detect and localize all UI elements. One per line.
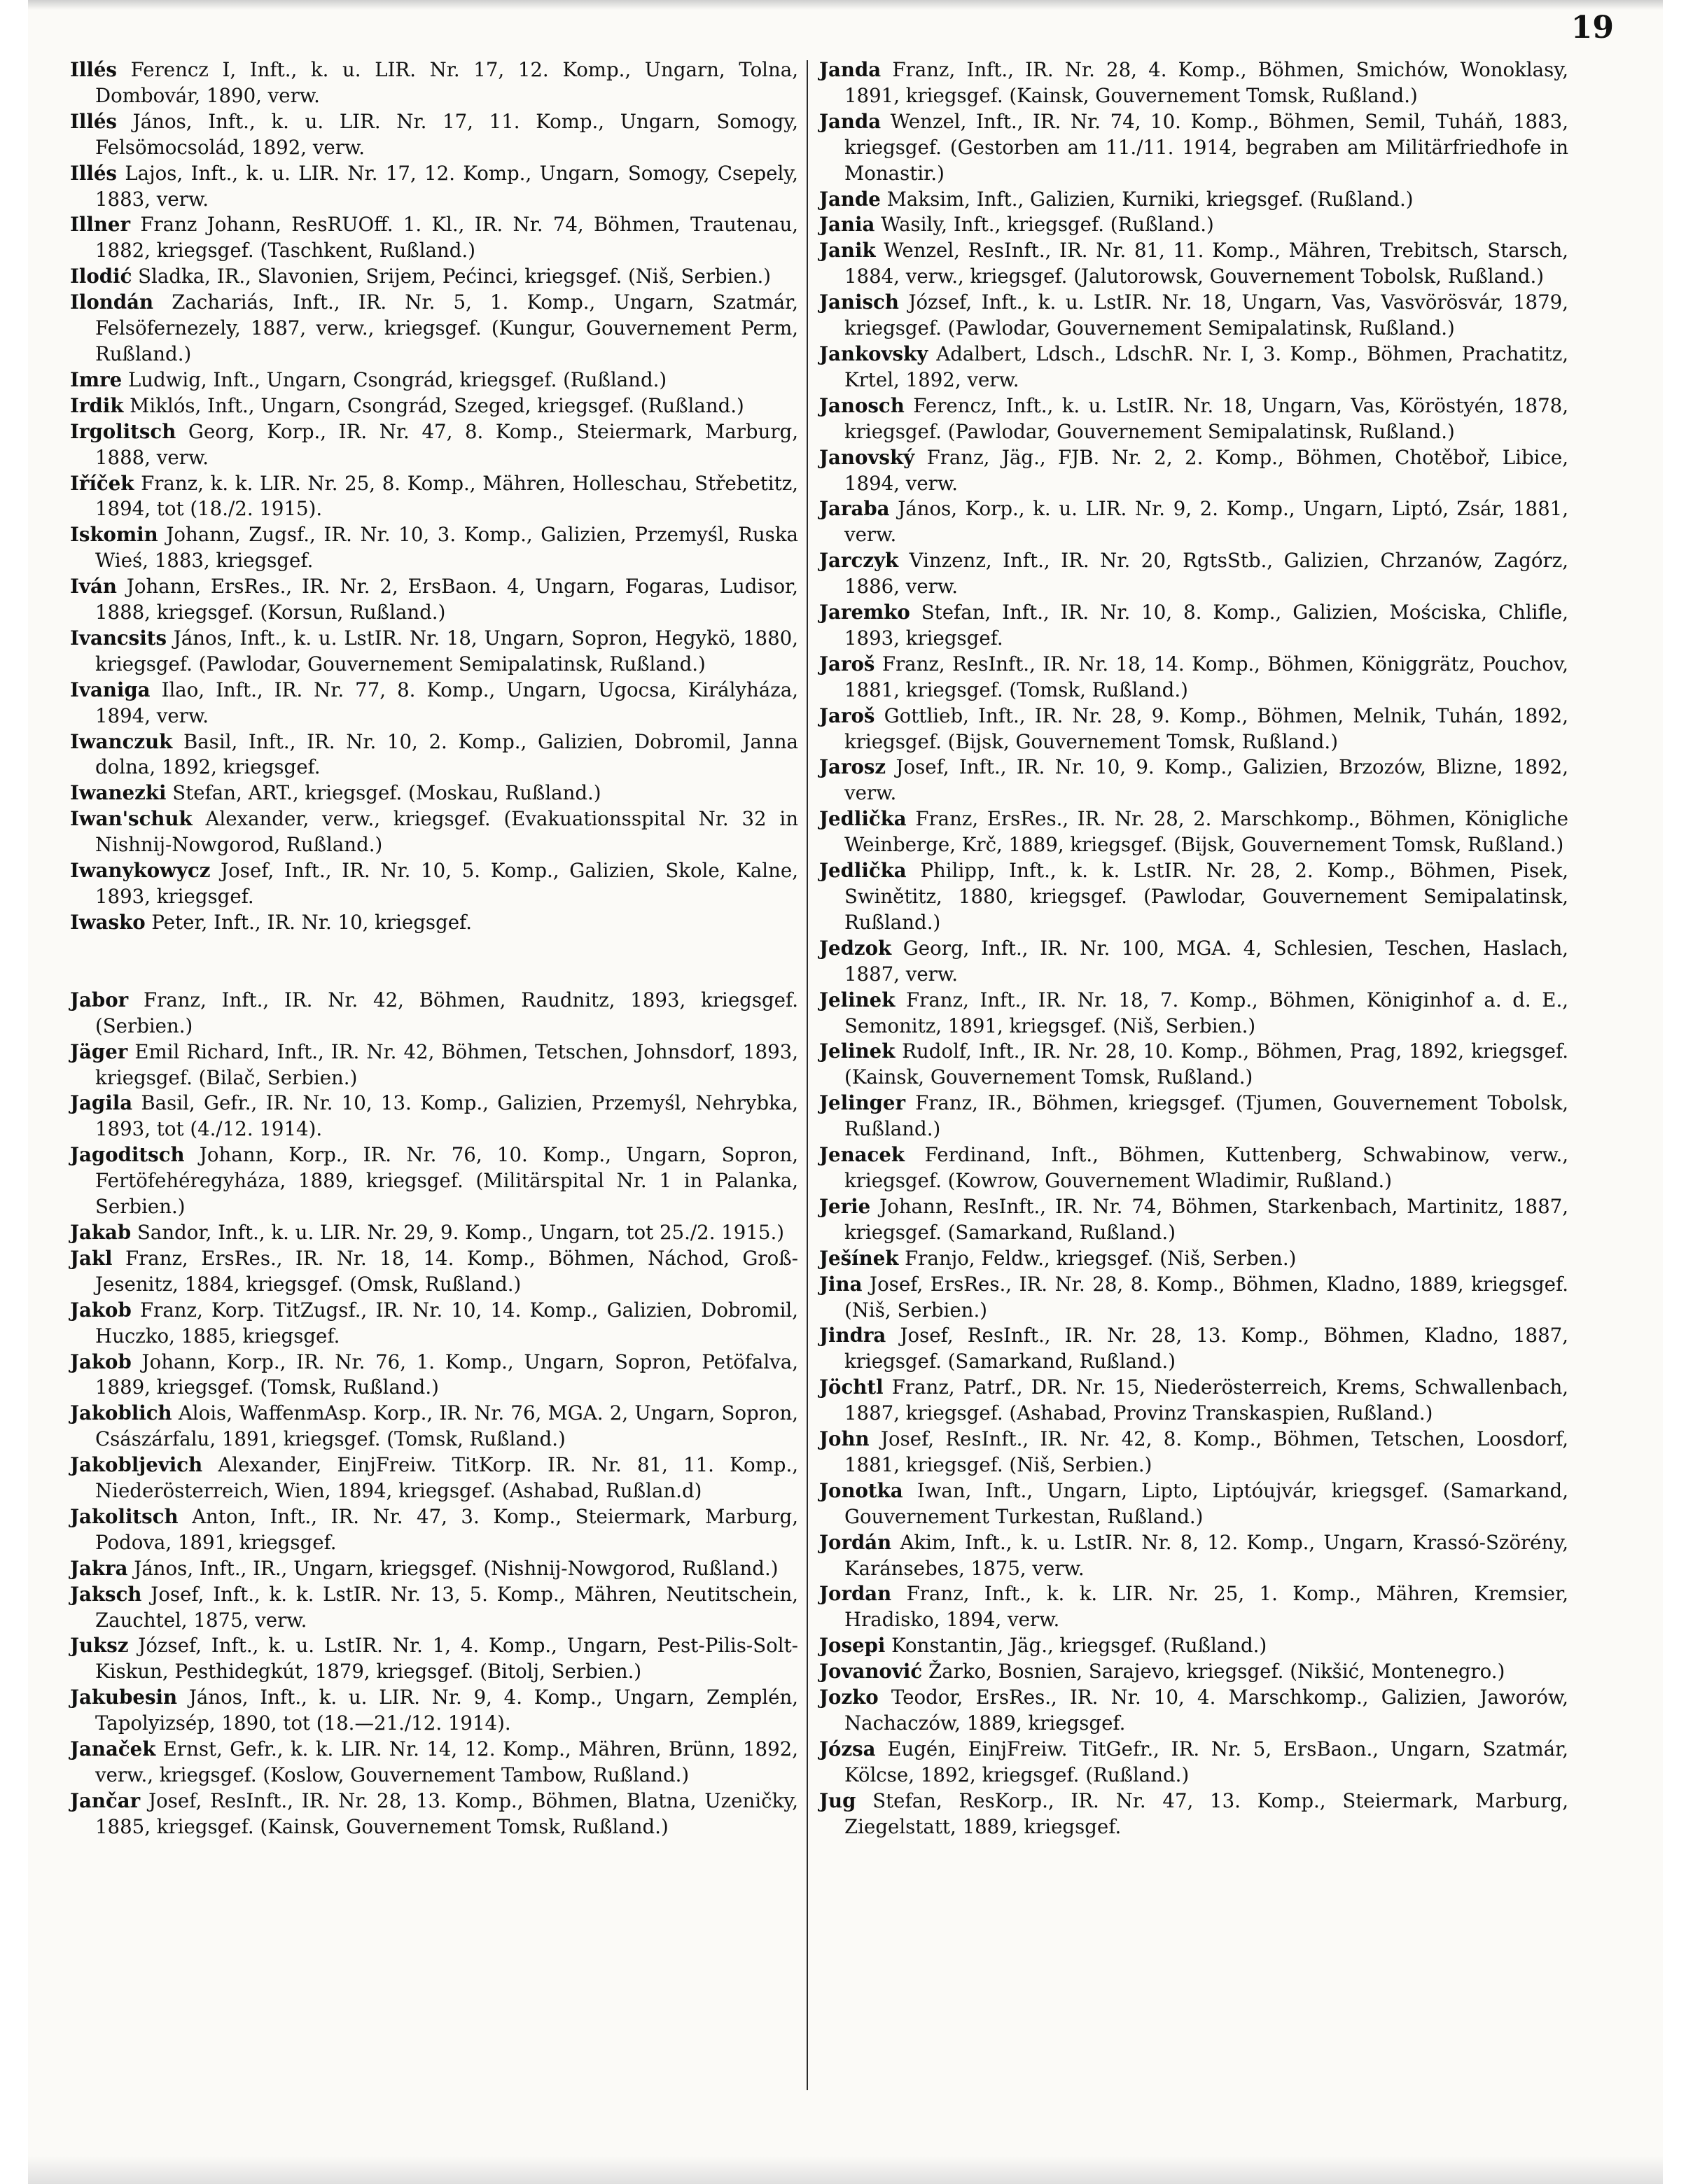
register-entry bbox=[819, 1091, 1568, 1142]
entry-surname: Jöchtl bbox=[819, 1376, 884, 1399]
entry-details: Miklós, Inft., Ungarn, Csongrád, Szeged, kriegsgef. (Rußland.) bbox=[130, 393, 744, 417]
entry-details: Peter, Inft., IR. Nr. 10, kriegsgef. bbox=[151, 910, 473, 934]
entry-surname: Jindra bbox=[819, 1324, 886, 1348]
register-entry bbox=[70, 1298, 798, 1350]
register-entry bbox=[70, 1685, 798, 1737]
register-entry bbox=[70, 290, 798, 368]
entry-surname: Jelinek bbox=[819, 1040, 896, 1063]
entry-details: Franz, ErsRes., IR. Nr. 28, 2. Marschkomp., Böhmen, Königliche Weinberge, Krč, 1889, kriegsgef. (Bijsk, Gouvernement Tomsk, Rußland.) bbox=[844, 807, 1569, 857]
entry-details: Rudolf, Inft., IR. Nr. 28, 10. Komp., Böhmen, Prag, 1892, kriegsgef. (Kainsk, Gouvernement Tomsk, Rußland.) bbox=[844, 1040, 1568, 1089]
entry-surname: Jedlička bbox=[819, 859, 907, 883]
register-entry bbox=[819, 1323, 1568, 1375]
entry-details: Franz, k. k. LIR. Nr. 25, 8. Komp., Mähren, Holleschau, Střebetitz, 1894, tot (18./2. 1915). bbox=[95, 471, 799, 521]
entry-details: Josef, ResInft., IR. Nr. 42, 8. Komp., Böhmen, Tetschen, Loosdorf, 1881, kriegsgef. (Niš, Serbien.) bbox=[844, 1427, 1568, 1476]
register-entry bbox=[70, 161, 798, 213]
column-divider bbox=[807, 60, 808, 2090]
register-entry bbox=[819, 1581, 1568, 1633]
entry-surname: Jania bbox=[819, 213, 875, 237]
entry-details: Johann, Korp., IR. Nr. 76, 10. Komp., Ungarn, Sopron, Fertöfehéregyháza, 1889, kriegsgef. (Militärspital Nr. 1 in Palanka, Serbien.) bbox=[95, 1143, 798, 1219]
entry-details: Josef, ResInft., IR. Nr. 28, 13. Komp., Böhmen, Kladno, 1887, kriegsgef. (Samarkand, Rußland.) bbox=[844, 1324, 1568, 1373]
entry-surname: Jaraba bbox=[819, 497, 890, 521]
entry-details: Basil, Gefr., IR. Nr. 10, 13. Komp., Galizien, Przemyśl, Nehrybka, 1893, tot (4./12. 1914). bbox=[95, 1091, 798, 1141]
register-entry bbox=[819, 187, 1568, 213]
entry-surname: Jaksch bbox=[70, 1582, 142, 1606]
entry-surname: Jerie bbox=[819, 1194, 871, 1218]
entry-surname: Jedlička bbox=[819, 807, 907, 831]
register-entry bbox=[70, 1582, 798, 1634]
entry-surname: Irgolitsch bbox=[70, 419, 176, 443]
scan-bottom-edge bbox=[28, 2156, 1663, 2184]
register-entry bbox=[70, 1737, 798, 1788]
entry-surname: Jozko bbox=[819, 1686, 879, 1709]
entry-details: Franz, Inft., IR. Nr. 28, 4. Komp., Böhmen, Smichów, Wonoklasy, 1891, kriegsgef. (Kainsk, Gouvernement Tomsk, Rußland.) bbox=[844, 58, 1568, 107]
register-entry bbox=[819, 988, 1568, 1040]
entry-details: Basil, Inft., IR. Nr. 10, 2. Komp., Galizien, Dobromil, Janna dolna, 1892, kriegsgef. bbox=[95, 729, 798, 779]
entry-details: Wenzel, ResInft., IR. Nr. 81, 11. Komp., Mähren, Trebitsch, Starsch, 1884, verw., kriegsgef. (Jalutorowsk, Gouvernement Tobolsk, Rußland.) bbox=[844, 239, 1568, 288]
register-entry bbox=[70, 1246, 798, 1298]
entry-details: Ilao, Inft., IR. Nr. 77, 8. Komp., Ungarn, Ugocsa, Királyháza, 1894, verw. bbox=[95, 678, 798, 727]
entry-details: Gottlieb, Inft., IR. Nr. 28, 9. Komp., Böhmen, Melnik, Tuhán, 1892, kriegsgef. (Bijsk, Gouvernement Tomsk, Rußland.) bbox=[844, 704, 1569, 753]
entry-surname: Jakra bbox=[70, 1556, 128, 1580]
register-entry bbox=[70, 574, 798, 626]
register-entry bbox=[819, 212, 1568, 238]
entry-surname: Iwanykowycz bbox=[70, 859, 211, 883]
entry-surname: Jarczyk bbox=[819, 549, 899, 573]
entry-surname: Jakob bbox=[70, 1298, 132, 1322]
entry-surname: Ilodić bbox=[70, 265, 132, 288]
register-entry bbox=[819, 936, 1568, 988]
register-entry bbox=[819, 1633, 1568, 1659]
register-entry bbox=[819, 1530, 1568, 1582]
entry-details: Georg, Korp., IR. Nr. 47, 8. Komp., Steiermark, Marburg, 1888, verw. bbox=[95, 419, 798, 469]
entry-details: Josef, ErsRes., IR. Nr. 28, 8. Komp., Böhmen, Kladno, 1889, kriegsgef. (Niš, Serbien.) bbox=[844, 1272, 1568, 1322]
entry-surname: Jabor bbox=[70, 988, 129, 1011]
register-entry bbox=[819, 1194, 1568, 1246]
entry-details: Žarko, Bosnien, Sarajevo, kriegsgef. (Nikšić, Montenegro.) bbox=[928, 1660, 1505, 1684]
entry-surname: Jonotka bbox=[819, 1478, 903, 1502]
entry-surname: Iwanczuk bbox=[70, 729, 173, 753]
register-entry bbox=[819, 1375, 1568, 1427]
entry-surname: Jakolitsch bbox=[70, 1504, 179, 1528]
entry-surname: Jäger bbox=[70, 1040, 128, 1063]
entry-surname: Jug bbox=[819, 1788, 856, 1812]
entry-surname: Jakl bbox=[70, 1246, 113, 1270]
entry-surname: Iwanezki bbox=[70, 781, 167, 805]
entry-details: Anton, Inft., IR. Nr. 47, 3. Komp., Steiermark, Marburg, Podova, 1891, kriegsgef. bbox=[95, 1504, 798, 1554]
entry-surname: Ivancsits bbox=[70, 626, 167, 650]
entry-details: Zachariás, Inft., IR. Nr. 5, 1. Komp., Ungarn, Szatmár, Felsöfernezely, 1887, verw., kriegsgef. (Kungur, Gouvernement Perm, Rußland.) bbox=[95, 290, 798, 365]
entry-details: Alois, WaffenmAsp. Korp., IR. Nr. 76, MGA. 2, Ungarn, Sopron, Császárfalu, 1891, kriegsgef. (Tomsk, Rußland.) bbox=[95, 1401, 798, 1451]
entry-surname: Jenacek bbox=[819, 1143, 905, 1167]
scan-top-edge bbox=[28, 0, 1663, 10]
register-entry bbox=[70, 57, 798, 109]
entry-surname: Jarosz bbox=[819, 755, 886, 779]
entry-details: Franz, Jäg., FJB. Nr. 2, 2. Komp., Böhmen, Chotěboř, Libice, 1894, verw. bbox=[844, 445, 1568, 495]
entry-details: Franz Johann, ResRUOff. 1. Kl., IR. Nr. 74, Böhmen, Trautenau, 1882, kriegsgef. (Taschkent, Rußland.) bbox=[95, 213, 798, 262]
entry-surname: Jagila bbox=[70, 1091, 133, 1115]
register-entry bbox=[819, 109, 1568, 187]
entry-details: János, Inft., IR., Ungarn, kriegsgef. (Nishnij-Nowgorod, Rußland.) bbox=[134, 1556, 779, 1580]
register-entry bbox=[70, 264, 798, 290]
register-entry bbox=[819, 342, 1568, 393]
register-entry bbox=[819, 806, 1568, 858]
register-entry bbox=[70, 1504, 798, 1556]
register-entry bbox=[819, 1039, 1568, 1091]
entry-surname: Ješínek bbox=[819, 1246, 899, 1270]
entry-details: Sladka, IR., Slavonien, Srijem, Pećinci, kriegsgef. (Niš, Serbien.) bbox=[138, 265, 772, 288]
entry-surname: Jakobljevich bbox=[70, 1453, 203, 1477]
entry-details: Franz, Inft., IR. Nr. 42, Böhmen, Raudnitz, 1893, kriegsgef. (Serbien.) bbox=[95, 988, 798, 1037]
register-entry bbox=[819, 1659, 1568, 1685]
entry-surname: Jedzok bbox=[819, 936, 892, 960]
entry-details: Ferencz, Inft., k. u. LstIR. Nr. 18, Ungarn, Vas, Köröstyén, 1878, kriegsgef. (Pawlodar, Gouvernement Semipalatinsk, Rußland.) bbox=[844, 393, 1568, 443]
entry-surname: Iwasko bbox=[70, 910, 146, 934]
entry-surname: Janda bbox=[819, 58, 882, 81]
register-entry bbox=[819, 1246, 1568, 1272]
entry-details: Maksim, Inft., Galizien, Kurniki, kriegsgef. (Rußland.) bbox=[886, 187, 1414, 211]
entry-details: Lajos, Inft., k. u. LIR. Nr. 17, 12. Komp., Ungarn, Somogy, Csepely, 1883, verw. bbox=[95, 161, 798, 211]
entry-details: Franz, ResInft., IR. Nr. 18, 14. Komp., Böhmen, Königgrätz, Pouchov, 1881, kriegsgef. (Tomsk, Rußland.) bbox=[844, 652, 1568, 701]
entry-details: Sandor, Inft., k. u. LIR. Nr. 29, 9. Komp., Ungarn, tot 25./2. 1915.) bbox=[137, 1220, 785, 1244]
entry-surname: Jankovsky bbox=[819, 342, 928, 365]
register-entry bbox=[70, 368, 798, 393]
entry-details: József, Inft., k. u. LstIR. Nr. 1, 4. Komp., Ungarn, Pest-Pilis-Solt-Kiskun, Pesthidegkút, 1879, kriegsgef. (Bitolj, Serbien.) bbox=[95, 1634, 798, 1684]
entry-surname: Jakubesin bbox=[70, 1686, 178, 1709]
entry-surname: Jordán bbox=[819, 1530, 892, 1554]
entry-surname: Jaremko bbox=[819, 601, 910, 624]
entry-details: Akim, Inft., k. u. LstIR. Nr. 8, 12. Komp., Ungarn, Krassó-Szörény, Karánsebes, 1875, verw. bbox=[844, 1530, 1568, 1580]
entry-surname: John bbox=[819, 1427, 870, 1451]
entry-details: Alexander, EinjFreiw. TitKorp. IR. Nr. 81, 11. Komp., Niederösterreich, Wien, 1894, kriegsgef. (Ashabad, Rußlan.d) bbox=[95, 1453, 798, 1503]
register-entry bbox=[819, 1685, 1568, 1737]
entry-surname: Ivaniga bbox=[70, 678, 151, 701]
register-entry bbox=[819, 1478, 1568, 1530]
register-entry bbox=[70, 1556, 798, 1582]
entry-surname: Illés bbox=[70, 58, 117, 81]
left-column bbox=[70, 57, 798, 1840]
entry-surname: Jakab bbox=[70, 1220, 132, 1244]
register-entry bbox=[70, 1220, 798, 1246]
entry-surname: Iván bbox=[70, 575, 117, 598]
entry-details: Vinzenz, Inft., IR. Nr. 20, RgtsStb., Galizien, Chrzanów, Zagórz, 1886, verw. bbox=[844, 549, 1568, 598]
entry-surname: Janik bbox=[819, 239, 876, 262]
entry-details: Franz, Korp. TitZugsf., IR. Nr. 10, 14. Komp., Galizien, Dobromil, Huczko, 1885, kriegsgef. bbox=[95, 1298, 798, 1348]
entry-details: Alexander, verw., kriegsgef. (Evakuationsspital Nr. 32 in Nishnij-Nowgorod, Rußland.) bbox=[95, 807, 798, 857]
register-entry bbox=[819, 290, 1568, 342]
entry-surname: Josepi bbox=[819, 1634, 886, 1658]
entry-surname: Jančar bbox=[70, 1788, 141, 1812]
entry-surname: Irdik bbox=[70, 393, 124, 417]
right-column bbox=[819, 57, 1568, 1840]
entry-details: Georg, Inft., IR. Nr. 100, MGA. 4, Schlesien, Teschen, Haslach, 1887, verw. bbox=[844, 936, 1568, 986]
entry-surname: Illés bbox=[70, 161, 117, 185]
register-entry bbox=[819, 1427, 1568, 1478]
entry-surname: Jakoblich bbox=[70, 1401, 172, 1425]
entry-details: Stefan, ART., kriegsgef. (Moskau, Rußland.) bbox=[172, 781, 601, 805]
register-entry bbox=[70, 1091, 798, 1142]
register-entry bbox=[819, 548, 1568, 600]
entry-details: Johann, ResInft., IR. Nr. 74, Böhmen, Starkenbach, Martinitz, 1887, kriegsgef. (Samarkand, Rußland.) bbox=[844, 1194, 1568, 1244]
register-entry bbox=[70, 1633, 798, 1685]
register-entry bbox=[819, 1272, 1568, 1324]
register-entry bbox=[70, 729, 798, 781]
entry-surname: Jordan bbox=[819, 1582, 892, 1606]
entry-details: Stefan, Inft., IR. Nr. 10, 8. Komp., Galizien, Mościska, Chlifle, 1893, kriegsgef. bbox=[844, 601, 1568, 650]
entry-details: Wasily, Inft., kriegsgef. (Rußland.) bbox=[881, 213, 1214, 237]
page-number: 19 bbox=[1570, 10, 1614, 46]
entry-details: Franz, IR., Böhmen, kriegsgef. (Tjumen, Gouvernement Tobolsk, Rußland.) bbox=[844, 1091, 1568, 1141]
entry-surname: Janisch bbox=[819, 290, 899, 314]
entry-surname: Jelinger bbox=[819, 1091, 906, 1115]
entry-details: Teodor, ErsRes., IR. Nr. 10, 4. Marschkomp., Galizien, Jaworów, Nachaczów, 1889, kriegsgef. bbox=[844, 1686, 1568, 1735]
register-entry bbox=[819, 1142, 1568, 1194]
register-entry bbox=[70, 1040, 798, 1091]
register-entry bbox=[70, 858, 798, 910]
register-entry bbox=[70, 212, 798, 264]
entry-details: József, Inft., k. u. LstIR. Nr. 18, Ungarn, Vas, Vasvörösvár, 1879, kriegsgef. (Pawlodar, Gouvernement Semipalatinsk, Rußland.) bbox=[844, 290, 1568, 340]
register-entry bbox=[819, 496, 1568, 548]
register-entry bbox=[819, 238, 1568, 290]
entry-details: János, Inft., k. u. LstIR. Nr. 18, Ungarn, Sopron, Hegykö, 1880, kriegsgef. (Pawlodar, Gouvernement Semipalatinsk, Rußland.) bbox=[95, 626, 798, 676]
register-entry bbox=[819, 600, 1568, 652]
entry-details: Konstantin, Jäg., kriegsgef. (Rußland.) bbox=[891, 1634, 1267, 1658]
entry-details: Ferencz I, Inft., k. u. LIR. Nr. 17, 12. Komp., Ungarn, Tolna, Dombovár, 1890, verw. bbox=[95, 58, 799, 107]
letter-group-gap bbox=[70, 936, 798, 988]
entry-surname: Janovský bbox=[819, 445, 915, 469]
entry-surname: Jovanović bbox=[819, 1660, 923, 1684]
register-entry bbox=[70, 1350, 798, 1401]
entry-details: Josef, Inft., IR. Nr. 10, 9. Komp., Galizien, Brzozów, Blizne, 1892, verw. bbox=[844, 755, 1568, 805]
entry-surname: Jina bbox=[819, 1272, 863, 1296]
register-entry bbox=[70, 910, 798, 936]
register-entry bbox=[70, 1401, 798, 1452]
entry-details: Franz, Inft., k. k. LIR. Nr. 25, 1. Komp., Mähren, Kremsier, Hradisko, 1894, verw. bbox=[844, 1582, 1568, 1632]
register-entry bbox=[70, 780, 798, 806]
register-entry bbox=[819, 445, 1568, 497]
entry-surname: Jakob bbox=[70, 1350, 132, 1373]
register-entry bbox=[819, 57, 1568, 109]
entry-details: János, Inft., k. u. LIR. Nr. 17, 11. Komp., Ungarn, Somogy, Felsömocsolád, 1892, verw. bbox=[95, 109, 798, 159]
register-entry bbox=[819, 858, 1568, 936]
entry-details: Philipp, Inft., k. k. LstIR. Nr. 28, 2. Komp., Böhmen, Pisek, Swinětitz, 1880, kriegsgef. (Pawlodar, Gouvernement Semipalatinsk, Rußland.) bbox=[844, 859, 1568, 934]
register-entry bbox=[70, 1142, 798, 1220]
entry-surname: Juksz bbox=[70, 1634, 129, 1658]
entry-details: Franz, Patrf., DR. Nr. 15, Niederösterreich, Krems, Schwallenbach, 1887, kriegsgef. (Ashabad, Provinz Transkaspien, Rußland.) bbox=[844, 1376, 1568, 1425]
register-entry bbox=[819, 652, 1568, 704]
entry-surname: Iwan'schuk bbox=[70, 807, 193, 831]
entry-surname: Janosch bbox=[819, 393, 905, 417]
register-entry bbox=[70, 988, 798, 1040]
entry-details: Josef, ResInft., IR. Nr. 28, 13. Komp., Böhmen, Blatna, Uzeničky, 1885, kriegsgef. (Kainsk, Gouvernement Tomsk, Rußland.) bbox=[95, 1788, 798, 1838]
entry-details: Josef, Inft., k. k. LstIR. Nr. 13, 5. Komp., Mähren, Neutitschein, Zauchtel, 1875, verw. bbox=[95, 1582, 798, 1632]
entry-surname: Illés bbox=[70, 109, 117, 133]
register-entry bbox=[819, 704, 1568, 755]
register-entry bbox=[70, 109, 798, 161]
entry-details: Adalbert, Ldsch., LdschR. Nr. I, 3. Komp., Böhmen, Prachatitz, Krtel, 1892, verw. bbox=[844, 342, 1569, 391]
register-entry bbox=[819, 393, 1568, 445]
entry-details: Josef, Inft., IR. Nr. 10, 5. Komp., Galizien, Skole, Kalne, 1893, kriegsgef. bbox=[95, 859, 798, 908]
entry-surname: Janda bbox=[819, 109, 882, 133]
entry-surname: Jelinek bbox=[819, 988, 896, 1011]
entry-surname: Imre bbox=[70, 368, 123, 391]
entry-surname: Illner bbox=[70, 213, 131, 237]
entry-details: Eugén, EinjFreiw. TitGefr., IR. Nr. 5, ErsBaon., Ungarn, Szatmár, Kölcse, 1892, kriegsgef. (Rußland.) bbox=[844, 1737, 1568, 1786]
entry-details: Wenzel, Inft., IR. Nr. 74, 10. Komp., Böhmen, Semil, Tuháň, 1883, kriegsgef. (Gestorben am 11./11. 1914, begraben am Militärfriedhofe in Monastir.) bbox=[844, 109, 1568, 185]
entry-details: János, Inft., k. u. LIR. Nr. 9, 4. Komp., Ungarn, Zemplén, Tapolyizsép, 1890, tot (18.—21./12. 1914). bbox=[95, 1686, 798, 1735]
entry-surname: Jagoditsch bbox=[70, 1143, 185, 1167]
entry-surname: Jaroš bbox=[819, 652, 875, 676]
entry-surname: Jaroš bbox=[819, 704, 875, 727]
entry-surname: Jande bbox=[819, 187, 881, 211]
register-entry bbox=[70, 1452, 798, 1504]
entry-details: Stefan, ResKorp., IR. Nr. 47, 13. Komp., Steiermark, Marburg, Ziegelstatt, 1889, kriegsgef. bbox=[844, 1788, 1568, 1838]
register-entry bbox=[819, 1788, 1568, 1840]
register-entry bbox=[70, 393, 798, 419]
entry-details: Emil Richard, Inft., IR. Nr. 42, Böhmen, Tetschen, Johnsdorf, 1893, kriegsgef. (Bilač, Serbien.) bbox=[95, 1040, 798, 1089]
entry-surname: Iříček bbox=[70, 471, 134, 495]
entry-surname: Iskomin bbox=[70, 523, 158, 547]
entry-details: Franz, Inft., IR. Nr. 18, 7. Komp., Böhmen, Königinhof a. d. E., Semonitz, 1891, kriegsgef. (Niš, Serbien.) bbox=[844, 988, 1568, 1037]
register-entry bbox=[70, 471, 798, 523]
entry-surname: Józsa bbox=[819, 1737, 876, 1760]
entry-details: Johann, Zugsf., IR. Nr. 10, 3. Komp., Galizien, Przemyśl, Ruska Wieś, 1883, kriegsgef. bbox=[95, 523, 798, 573]
entry-details: Ludwig, Inft., Ungarn, Csongrád, kriegsgef. (Rußland.) bbox=[127, 368, 667, 391]
entry-details: János, Korp., k. u. LIR. Nr. 9, 2. Komp., Ungarn, Liptó, Zsár, 1881, verw. bbox=[844, 497, 1568, 547]
register-entry bbox=[70, 678, 798, 729]
entry-surname: Ilondán bbox=[70, 290, 154, 314]
entry-details: Ferdinand, Inft., Böhmen, Kuttenberg, Schwabinow, verw., kriegsgef. (Kowrow, Gouvernement Wladimir, Rußland.) bbox=[844, 1143, 1568, 1192]
document-page bbox=[28, 0, 1663, 2184]
entry-details: Iwan, Inft., Ungarn, Lipto, Liptóujvár, kriegsgef. (Samarkand, Gouvernement Turkestan, Rußland.) bbox=[844, 1478, 1568, 1528]
entry-surname: Janaček bbox=[70, 1737, 156, 1761]
register-entry bbox=[70, 419, 798, 471]
entry-details: Ernst, Gefr., k. k. LIR. Nr. 14, 12. Komp., Mähren, Brünn, 1892, verw., kriegsgef. (Koslow, Gouvernement Tambow, Rußland.) bbox=[95, 1737, 798, 1786]
register-entry bbox=[70, 1788, 798, 1840]
register-entry bbox=[70, 522, 798, 574]
entry-details: Franjo, Feldw., kriegsgef. (Niš, Serben.) bbox=[905, 1246, 1297, 1270]
entry-details: Johann, ErsRes., IR. Nr. 2, ErsBaon. 4, Ungarn, Fogaras, Ludisor, 1888, kriegsgef. (Korsun, Rußland.) bbox=[95, 575, 798, 624]
entry-details: Johann, Korp., IR. Nr. 76, 1. Komp., Ungarn, Sopron, Petöfalva, 1889, kriegsgef. (Tomsk, Rußland.) bbox=[95, 1350, 798, 1399]
entry-details: Franz, ErsRes., IR. Nr. 18, 14. Komp., Böhmen, Náchod, Groß-Jesenitz, 1884, kriegsgef. (Omsk, Rußland.) bbox=[95, 1246, 798, 1296]
register-entry bbox=[70, 806, 798, 858]
register-entry bbox=[819, 755, 1568, 806]
register-entry bbox=[819, 1737, 1568, 1788]
register-entry bbox=[70, 626, 798, 678]
